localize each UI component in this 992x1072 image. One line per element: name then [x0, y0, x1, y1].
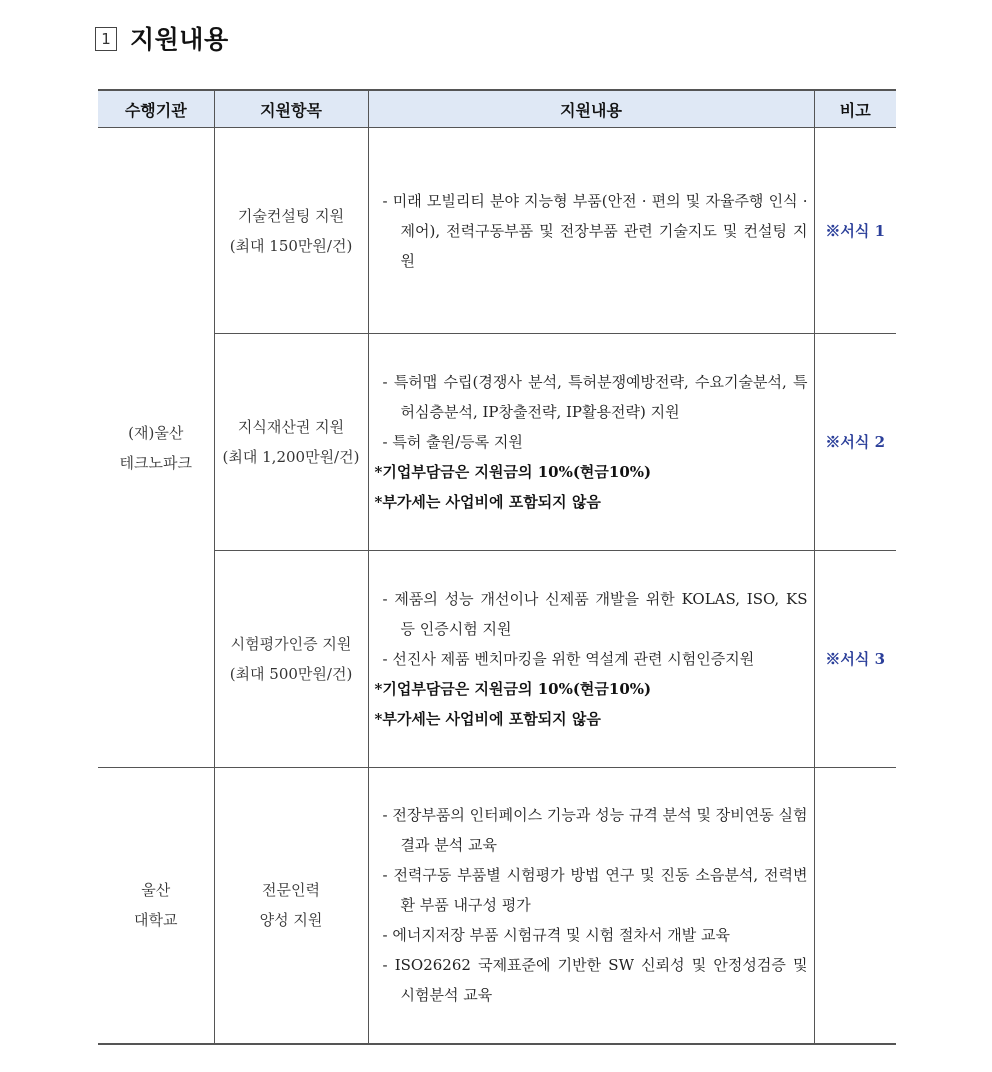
- content-remark: *기업부담금은 지원금의 10%(현금10%): [374, 680, 652, 698]
- content-bullet: - 미래 모빌리티 분야 지능형 부품(안전 · 편의 및 자율주행 인식 · 제어), 전력구동부품 및 전장부품 관련 기술지도 및 컨설팅 지원: [382, 191, 808, 270]
- note-cell: ※서식 3: [814, 551, 896, 768]
- content-bullet: - 특허맵 수립(경쟁사 분석, 특허분쟁예방전략, 수요기술분석, 특허심층분석, IP창출전략, IP활용전략) 지원: [382, 373, 808, 421]
- org-name-line: 테크노파크: [119, 453, 192, 472]
- org-name-line: (재)울산: [128, 423, 184, 442]
- content-cell: [368, 551, 814, 768]
- content-cell: [368, 768, 814, 1044]
- table-header-row: [98, 90, 896, 128]
- content-bullet: - 특허 출원/등록 지원: [382, 433, 523, 451]
- item-name: 전문인력: [262, 881, 320, 900]
- support-table: [98, 89, 896, 1045]
- table-row: [98, 551, 896, 768]
- content-bullet: - 에너지저장 부품 시험규격 및 시험 절차서 개발 교육: [382, 926, 731, 945]
- content-cell: [368, 334, 814, 551]
- item-cell: [214, 128, 368, 334]
- item-name: 지식재산권 지원: [237, 418, 345, 436]
- item-limit: (최대 1,200만원/건): [222, 448, 360, 466]
- content-bullet: - 전력구동 부품별 시험평가 방법 연구 및 진동 소음분석, 전력변환 부품 내구성 평가: [382, 866, 808, 915]
- item-name: 기술컨설팅 지원: [237, 206, 345, 225]
- note-cell: ※서식 2: [814, 334, 896, 551]
- item-cell: [214, 551, 368, 768]
- content-bullet: - ISO26262 국제표준에 기반한 SW 신뢰성 및 안정성검증 및 시험분석 교육: [382, 956, 808, 1005]
- content-remark: *기업부담금은 지원금의 10%(현금10%): [374, 463, 652, 481]
- content-bullet: - 제품의 성능 개선이나 신제품 개발을 위한 KOLAS, ISO, KS 등 인증시험 지원: [382, 590, 808, 638]
- header-org: 수행기관: [98, 90, 214, 128]
- content-cell: [368, 128, 814, 334]
- item-limit: (최대 500만원/건): [229, 665, 353, 683]
- item-cell: [214, 334, 368, 551]
- note-cell: [814, 768, 896, 1044]
- item-name: 양성 지원: [259, 911, 323, 930]
- org-name-line: 대학교: [134, 911, 178, 930]
- note-cell: ※서식 1: [814, 128, 896, 334]
- content-bullet: - 선진사 제품 벤치마킹을 위한 역설계 관련 시험인증지원: [382, 650, 755, 668]
- table-row: [98, 128, 896, 334]
- org-cell-technopark: [98, 128, 214, 768]
- org-cell-university: [98, 768, 214, 1044]
- item-limit: (최대 150만원/건): [229, 236, 353, 255]
- content-bullet: - 전장부품의 인터페이스 기능과 성능 규격 분석 및 장비연동 실험 결과 분석 교육: [382, 806, 808, 855]
- header-content: 지원내용: [368, 90, 814, 128]
- section-title: 지원내용: [130, 25, 229, 54]
- content-remark: *부가세는 사업비에 포함되지 않음: [374, 493, 601, 511]
- content-remark: *부가세는 사업비에 포함되지 않음: [374, 710, 601, 728]
- header-note: 비고: [814, 90, 896, 128]
- org-name-line: 울산: [141, 881, 171, 900]
- section-heading: [95, 20, 229, 56]
- item-name: 시험평가인증 지원: [230, 635, 352, 653]
- item-cell: [214, 768, 368, 1044]
- table-row: [98, 768, 896, 1044]
- section-number-box: 1: [95, 27, 117, 51]
- header-item: 지원항목: [214, 90, 368, 128]
- table-row: [98, 334, 896, 551]
